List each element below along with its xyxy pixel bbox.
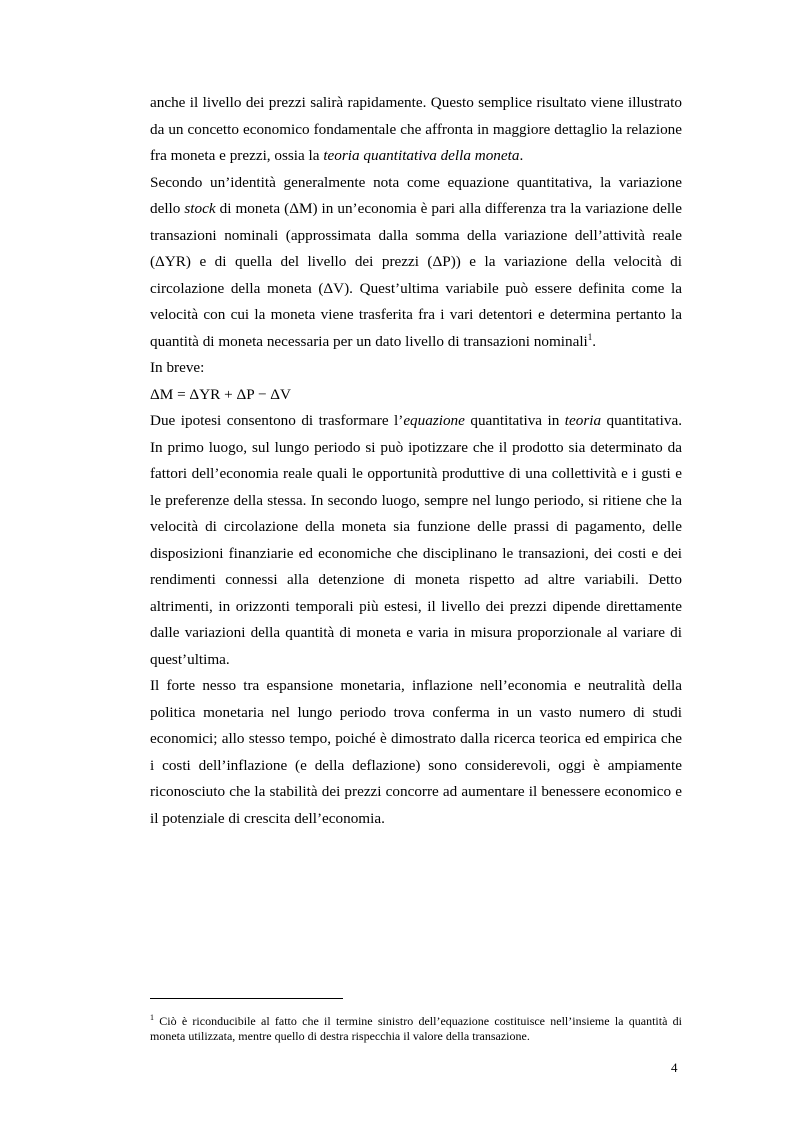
footnote [150, 1014, 682, 1044]
equation: ΔM = ΔYR + ΔP − ΔV [150, 385, 291, 403]
footnote-reference[interactable]: 1 [587, 331, 593, 342]
paragraph-2-text-a: Secondo un’identità generalmente nota come equazione quantitativa, la variazione dello [150, 173, 682, 217]
footnote-number: 1 [150, 1013, 154, 1022]
paragraph-3-emphasis-1: equazione [403, 412, 465, 429]
footnote-text: Ciò è riconducibile al fatto che il termine sinistro dell’equazione costituisce nell’insieme la quantità di moneta utilizzata, mentre quello di destra rispecchia il valore della transazione. [150, 1014, 682, 1043]
paragraph-1-text-b: . [519, 147, 524, 164]
main-text [150, 90, 682, 832]
footnote-separator [150, 998, 343, 999]
paragraph-3-text-a: Due ipotesi consentono di trasformare l’ [150, 412, 404, 429]
paragraph-1-emphasis: teoria quantitativa della moneta [323, 147, 520, 164]
paragraph-3-text-c: quantitativa. In primo luogo, sul lungo periodo si può ipotizzare che il prodotto sia determinato da fattori dell’economia reale quali le opportunità produttive di una collettività e i gusti e le preferenze della stessa. In secondo luogo, sempre nel lungo periodo, si ritiene che la velocità di circolazione della moneta sia funzione delle prassi di pagamento, delle disposizioni finanziarie ed economiche che disciplinano le transazioni, dei costi e dei rendimenti connessi alla detenzione di moneta rispetto ad altre variabili. Detto altrimenti, in orizzonti temporali più estesi, il livello dei prezzi dipende direttamente dalle variazioni della quantità di moneta e varia in misura proporzionale al variare di quest’ultima. [150, 412, 682, 668]
paragraph-2 [150, 170, 682, 356]
paragraph-1 [150, 90, 682, 170]
paragraph-2-text-b: di moneta (ΔM) in un’economia è pari alla differenza tra la variazione delle transazioni nominali (approssimata dalla somma della variazione dell’attività reale (ΔYR) e di quella del livello dei prezzi (ΔP)) e la variazione della velocità di circolazione della moneta (ΔV). Quest’ultima variabile può essere definita come la velocità con cui la moneta viene trasferita fra i vari detentori e determina pertanto la quantità di moneta necessaria per un dato livello di transazioni nominali [150, 200, 682, 350]
paragraph-2-text-c: . [592, 332, 597, 350]
paragraph-4: Il forte nesso tra espansione monetaria, inflazione nell’economia e neutralità della politica monetaria nel lungo periodo trova conferma in un vasto numero di studi economici; allo stesso tempo, poiché è dimostrato dalla ricerca teorica ed empirica che i costi dell’inflazione (e della deflazione) sono considerevoli, oggi è ampiamente riconosciuto che la stabilità dei prezzi concorre ad aumentare il benessere economico e il potenziale di crescita dell’economia. [150, 677, 682, 827]
page-body [150, 90, 682, 832]
paragraph-1-text-a: anche il livello dei prezzi salirà rapidamente. Questo semplice risultato viene illustrato da un concetto economico fondamentale che affronta in maggiore dettaglio la relazione fra moneta e prezzi, ossia la [150, 94, 682, 164]
paragraph-2-emphasis: stock [184, 200, 216, 217]
paragraph-3-text-b: quantitativa in [464, 412, 565, 429]
in-breve-line: In breve: [150, 359, 205, 376]
paragraph-3-emphasis-2: teoria [564, 412, 602, 429]
paragraph-3 [150, 408, 682, 673]
page-number: 4 [671, 1060, 678, 1075]
